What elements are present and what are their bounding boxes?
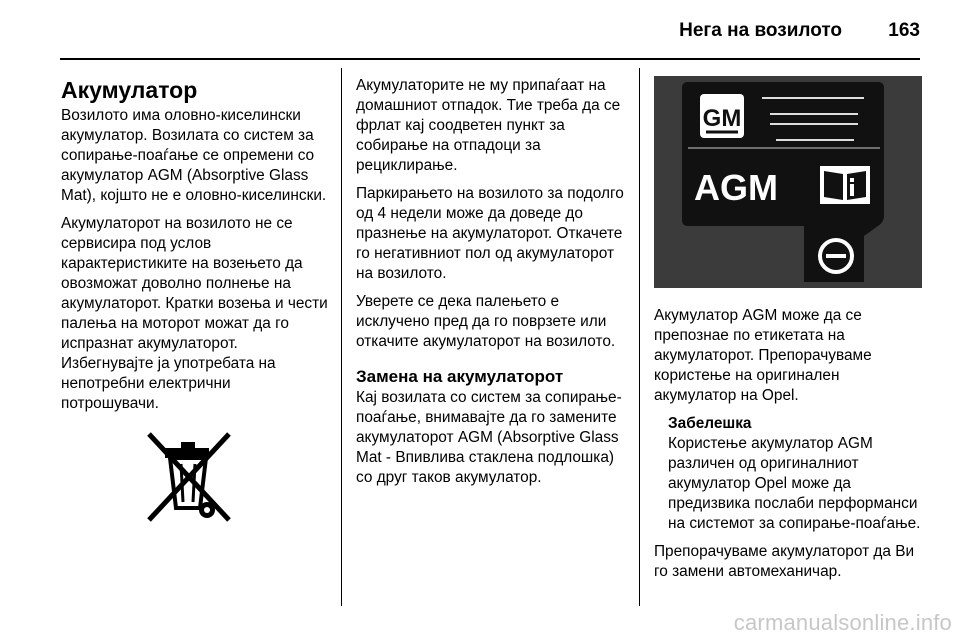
paragraph: Препорачуваме акумулаторот да Ви го замени автомеханичар. <box>654 543 915 580</box>
column-3 <box>654 76 922 590</box>
header-rule <box>60 58 920 60</box>
section-heading-battery-replacement: Замена на акумулаторот <box>356 367 564 386</box>
watermark: carmanualsonline.info <box>733 610 952 635</box>
battery-label-illustration <box>654 76 922 288</box>
paragraph: Уверете се дека палењето е исклучено пред да го поврзете или откачите акумулаторот на возилото. <box>356 293 616 350</box>
column-divider-2 <box>639 68 640 606</box>
paragraph: Возилото има оловно-киселински акумулатор. Возилата со систем за сопирање-поаѓање се опремени со акумулатор AGM (Absorptive Glass Mat), којшто не е оловно-киселински. <box>61 107 327 204</box>
agm-label-text: AGM <box>694 167 778 208</box>
gm-logo-text: GM <box>702 105 742 132</box>
column-2 <box>356 76 628 496</box>
crossed-out-bin-icon <box>141 426 237 526</box>
column-divider-1 <box>341 68 342 606</box>
note-text: Користење акумулатор AGM различен од оригиналниот акумулатор Opel може да предизвика послаби перформанси на системот за сопирање-поаѓање. <box>668 435 921 532</box>
paragraph: Паркирањето на возилото за подолго од 4 недели може да доведе до празнење на акумулаторот. Откачете го негативниот пол од акумулаторот на возилото. <box>356 185 624 282</box>
agm-battery-label-image <box>654 76 922 288</box>
section-heading-battery: Акумулатор <box>61 77 198 103</box>
paragraph: Акумулаторите не му припаѓаат на домашниот отпадок. Тие треба да се фрлат кај соодветен пункт за собирање на отпадоци за рециклирање. <box>356 77 621 174</box>
paragraph: Кај возилата со систем за сопирање-поаѓање, внимавајте да го замените акумулаторот AGM (Absorptive Glass Mat - Впивлива стаклена подлошка) со друг таков акумулатор. <box>356 389 622 486</box>
paragraph: Акумулатор AGM може да се препознае по етикетата на акумулаторот. Препорачуваме користење на оригинален акумулатор на Opel. <box>654 307 872 404</box>
page-header <box>0 0 960 54</box>
note-box <box>654 414 922 534</box>
header-title: Нега на возилото <box>679 20 842 41</box>
note-title: Забелешка <box>668 415 752 432</box>
column-1 <box>61 76 331 526</box>
paragraph: Акумулаторот на возилото не се сервисира под услов карактеристиките на возењето да овозможат доволно полнење на акумулаторот. Кратки возења и чести палења на моторот можат да го испразнат акумулаторот. Избегнувајте ја употребата на непотребни електрични потрошувачи. <box>61 215 328 412</box>
page-number: 163 <box>888 20 920 41</box>
